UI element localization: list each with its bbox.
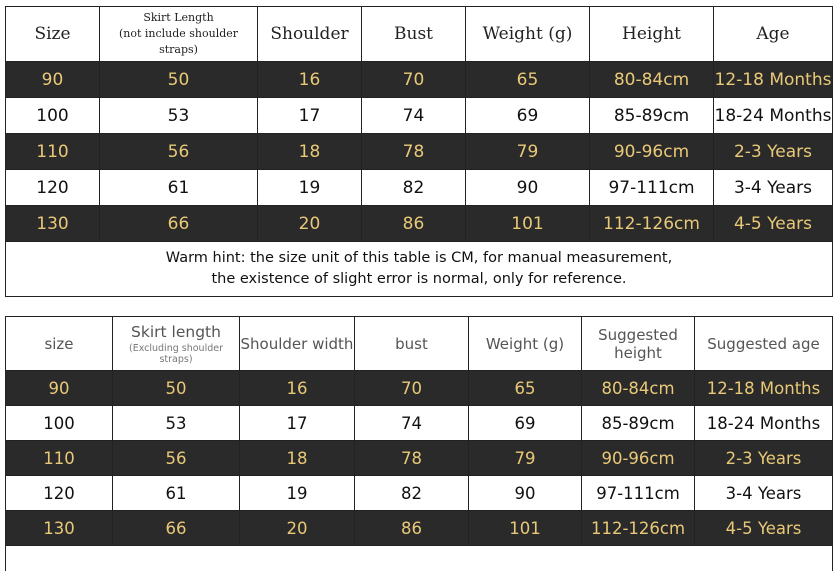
cell-size: 110: [6, 441, 113, 476]
table-row: [6, 170, 833, 206]
table-row: [6, 441, 833, 476]
cell-height: 97-111cm: [582, 476, 695, 511]
cell-bust: 78: [355, 441, 469, 476]
cell-height: 80-84cm: [582, 371, 695, 406]
table-row: [6, 134, 833, 170]
table-row: [6, 371, 833, 406]
cell-height: 85-89cm: [582, 406, 695, 441]
table-row: [6, 62, 833, 98]
table-row: [6, 98, 833, 134]
header-age: Age: [714, 7, 833, 62]
warm-hint-note: [6, 242, 833, 297]
cell-size: 130: [6, 206, 100, 242]
table-row: [6, 511, 833, 546]
size-table-1: [5, 6, 833, 297]
cell-size: 120: [6, 170, 100, 206]
cell-size: 120: [6, 476, 113, 511]
cell-weight: 90: [469, 476, 582, 511]
header-row: [6, 317, 833, 371]
header-bust: Bust: [362, 7, 466, 62]
cell-size: 100: [6, 98, 100, 134]
cell-skirt-length: 56: [113, 441, 240, 476]
cell-age: 2-3 Years: [695, 441, 833, 476]
cell-age: 4-5 Years: [695, 511, 833, 546]
note-line-1: Warm hint: the size unit of this table is CM, for manual measurement,: [6, 248, 832, 269]
table-row: [6, 206, 833, 242]
cell-shoulder: 16: [258, 62, 362, 98]
cell-height: 90-96cm: [590, 134, 714, 170]
cell-size: 100: [6, 406, 113, 441]
cell-shoulder: 19: [240, 476, 355, 511]
cell-bust: 82: [355, 476, 469, 511]
cell-height: 80-84cm: [590, 62, 714, 98]
cell-age: 4-5 Years: [714, 206, 833, 242]
cell-weight: 101: [469, 511, 582, 546]
cell-skirt-length: 66: [100, 206, 258, 242]
header-row: [6, 7, 833, 62]
cell-skirt-length: 53: [100, 98, 258, 134]
header-skirt-length: Skirt Length (not include shoulder straps): [100, 7, 258, 62]
header-height: Height: [590, 7, 714, 62]
cell-bust: 78: [362, 134, 466, 170]
header-shoulder-width: Shoulder width: [240, 317, 355, 371]
cell-age: 3-4 Years: [714, 170, 833, 206]
cell-bust: 86: [355, 511, 469, 546]
header-skirt-length: Skirt length (Excluding shoulder straps): [113, 317, 240, 371]
cell-height: 97-111cm: [590, 170, 714, 206]
empty-row: [6, 546, 833, 571]
cell-age: 12-18 Months: [714, 62, 833, 98]
cell-shoulder: 17: [258, 98, 362, 134]
cell-skirt-length: 61: [100, 170, 258, 206]
cell-height: 112-126cm: [582, 511, 695, 546]
cell-shoulder: 17: [240, 406, 355, 441]
cell-shoulder: 18: [240, 441, 355, 476]
cell-skirt-length: 56: [100, 134, 258, 170]
cell-age: 2-3 Years: [714, 134, 833, 170]
cell-age: 18-24 Months: [695, 406, 833, 441]
header-shoulder: Shoulder: [258, 7, 362, 62]
cell-bust: 74: [355, 406, 469, 441]
header-suggested-height: Suggested height: [582, 317, 695, 371]
cell-shoulder: 20: [240, 511, 355, 546]
table-row: [6, 476, 833, 511]
cell-shoulder: 18: [258, 134, 362, 170]
note-line-2: the existence of slight error is normal, only for reference.: [6, 269, 832, 290]
cell-size: 130: [6, 511, 113, 546]
cell-bust: 74: [362, 98, 466, 134]
cell-age: 18-24 Months: [714, 98, 833, 134]
header-size: size: [6, 317, 113, 371]
cell-age: 3-4 Years: [695, 476, 833, 511]
cell-weight: 65: [469, 371, 582, 406]
cell-height: 85-89cm: [590, 98, 714, 134]
empty-cell: [6, 546, 833, 571]
cell-skirt-length: 61: [113, 476, 240, 511]
size-table-2: [5, 316, 833, 571]
cell-weight: 69: [466, 98, 590, 134]
cell-weight: 79: [469, 441, 582, 476]
cell-skirt-length: 50: [100, 62, 258, 98]
header-weight: Weight (g): [469, 317, 582, 371]
table-row: [6, 406, 833, 441]
cell-bust: 70: [355, 371, 469, 406]
cell-weight: 65: [466, 62, 590, 98]
cell-shoulder: 16: [240, 371, 355, 406]
cell-weight: 79: [466, 134, 590, 170]
header-weight: Weight (g): [466, 7, 590, 62]
header-bust: bust: [355, 317, 469, 371]
cell-shoulder: 19: [258, 170, 362, 206]
cell-skirt-length: 50: [113, 371, 240, 406]
cell-weight: 69: [469, 406, 582, 441]
cell-bust: 86: [362, 206, 466, 242]
cell-size: 90: [6, 62, 100, 98]
cell-weight: 101: [466, 206, 590, 242]
cell-height: 112-126cm: [590, 206, 714, 242]
cell-shoulder: 20: [258, 206, 362, 242]
header-suggested-age: Suggested age: [695, 317, 833, 371]
cell-height: 90-96cm: [582, 441, 695, 476]
cell-skirt-length: 66: [113, 511, 240, 546]
note-row: [6, 242, 833, 297]
cell-size: 90: [6, 371, 113, 406]
cell-skirt-length: 53: [113, 406, 240, 441]
header-size: Size: [6, 7, 100, 62]
cell-bust: 70: [362, 62, 466, 98]
cell-bust: 82: [362, 170, 466, 206]
cell-size: 110: [6, 134, 100, 170]
cell-age: 12-18 Months: [695, 371, 833, 406]
cell-weight: 90: [466, 170, 590, 206]
